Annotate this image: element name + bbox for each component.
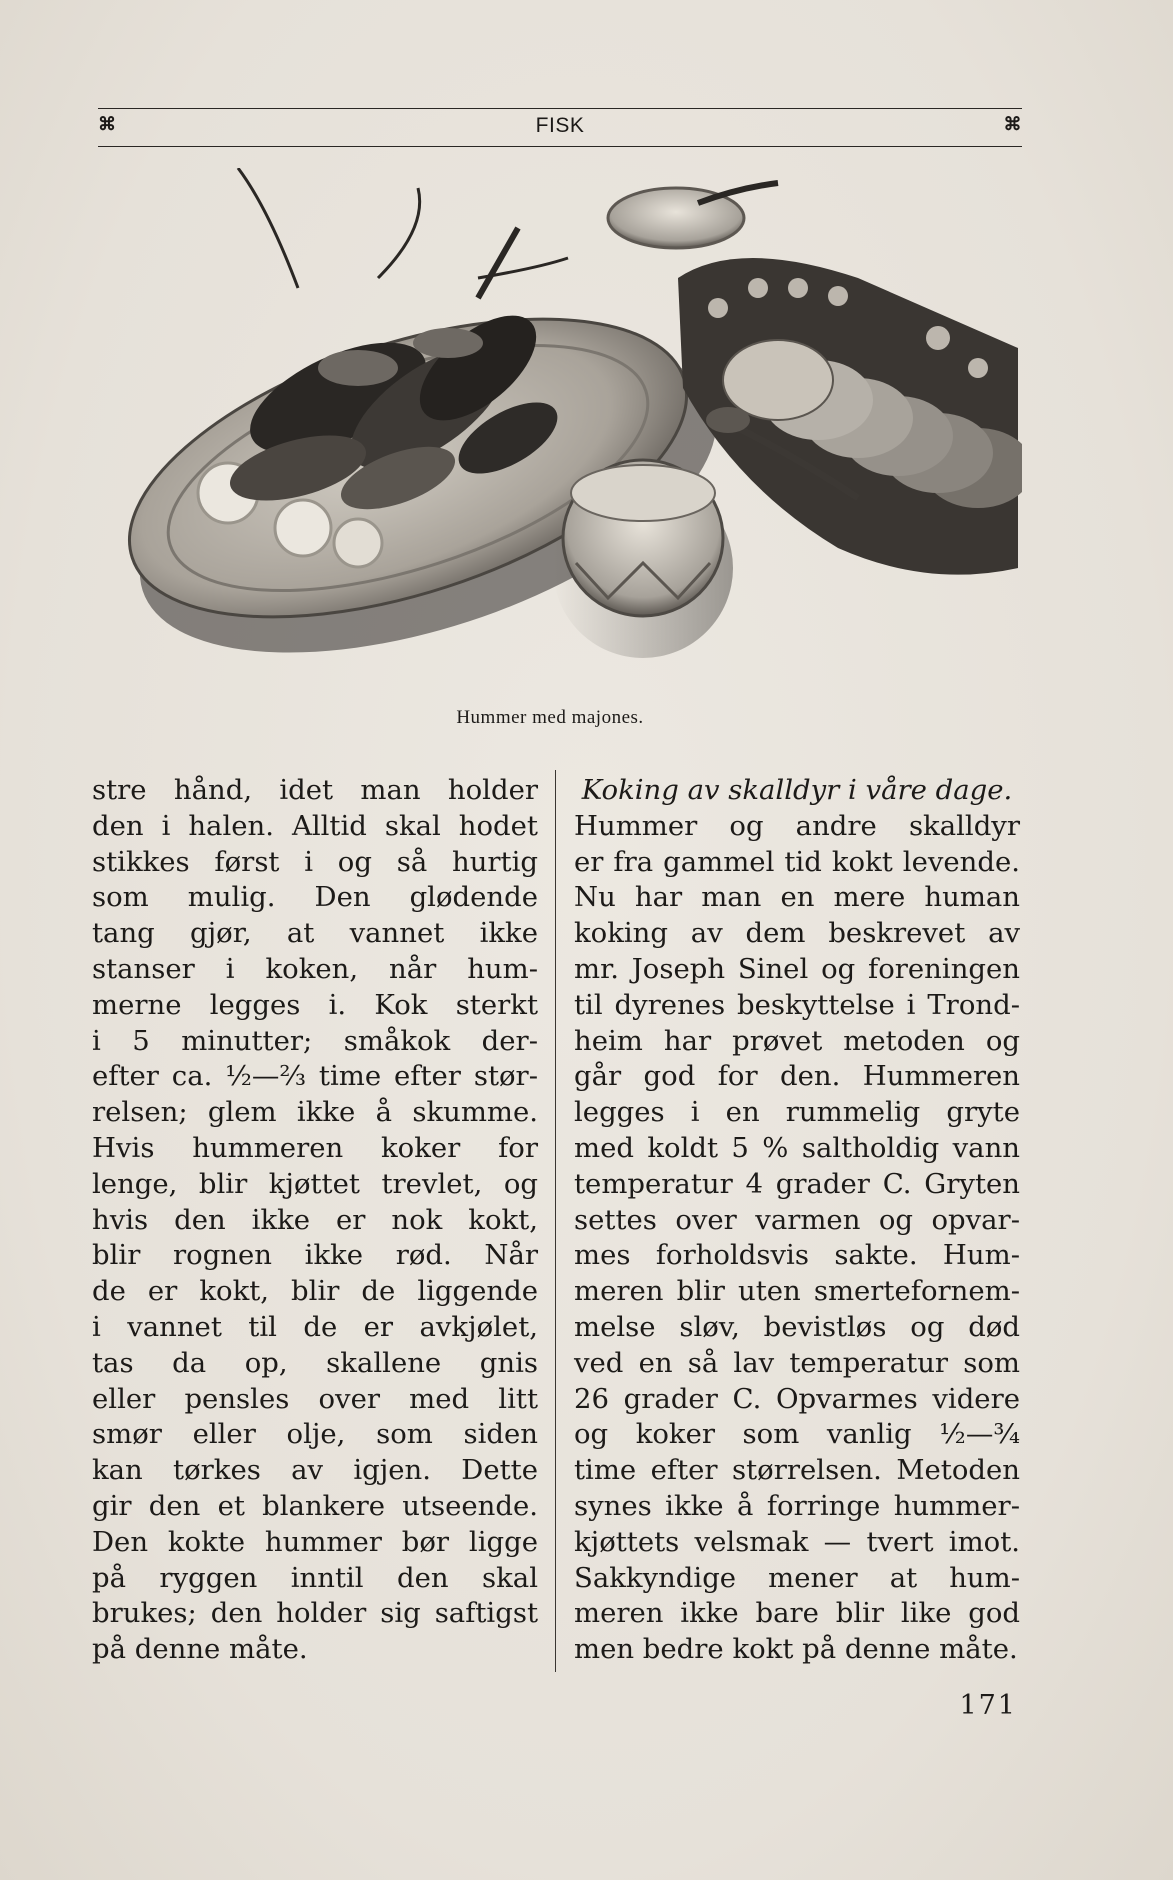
text-line: lenge, blir kjøttet trevlet, og bbox=[92, 1167, 538, 1200]
text-line: time efter størrelsen. Metoden bbox=[574, 1454, 1020, 1487]
running-header-title: FISK bbox=[535, 114, 585, 137]
text-line: koking av dem beskrevet av bbox=[574, 917, 1020, 950]
header-ornament-right: ⌘ bbox=[1003, 114, 1022, 134]
text-line: er fra gammel tid kokt levende. bbox=[574, 845, 1020, 878]
serving-spoon-bowl bbox=[706, 407, 750, 433]
text-line: efter ca. ½—⅔ time efter stør- bbox=[92, 1060, 538, 1093]
text-line: i 5 minutter; småkok der- bbox=[92, 1024, 538, 1057]
text-line: i vannet til de er avkjølet, bbox=[92, 1310, 538, 1343]
text-line: går god for den. Hummeren bbox=[574, 1060, 1020, 1093]
text-line: stikkes først i og så hurtig bbox=[92, 845, 538, 878]
text-line: kan tørkes av igjen. Dette bbox=[92, 1454, 538, 1487]
text-line: Sakkyndige mener at hum- bbox=[574, 1561, 1020, 1594]
text-line: relsen; glem ikke å skumme. bbox=[92, 1096, 538, 1129]
text-line: tang gjør, at vannet ikke bbox=[92, 917, 538, 950]
text-line: gir den et blankere utseende. bbox=[92, 1489, 538, 1522]
text-line: kjøttets velsmak — tvert imot. bbox=[574, 1525, 1020, 1558]
section-heading: Koking av skalldyr i våre dage. bbox=[581, 774, 1013, 806]
text-line: Nu har man en mere human bbox=[574, 881, 1020, 914]
text-line: merne legges i. Kok sterkt bbox=[92, 988, 538, 1021]
right-column-text bbox=[574, 773, 1020, 1668]
text-line: brukes; den holder sig saftigst bbox=[92, 1597, 538, 1630]
text-line: meren blir uten smertefornem- bbox=[574, 1275, 1020, 1308]
page-number: 171 bbox=[959, 1690, 1017, 1721]
text-line: den i halen. Alltid skal hodet bbox=[92, 809, 538, 842]
text-line: temperatur 4 grader C. Gryten bbox=[574, 1167, 1020, 1200]
text-line: Hummer og andre skalldyr bbox=[574, 809, 1020, 842]
text-line: meren ikke bare blir like god bbox=[574, 1597, 1020, 1630]
header-top-rule bbox=[98, 108, 1022, 109]
running-header bbox=[98, 112, 1022, 142]
text-line: mr. Joseph Sinel og foreningen bbox=[574, 952, 1020, 985]
text-line: stre hånd, idet man holder bbox=[92, 774, 538, 806]
text-line: melse sløv, bevistløs og død bbox=[574, 1310, 1020, 1343]
text-line: mes forholdsvis sakte. Hum- bbox=[574, 1239, 1020, 1272]
text-line: ved en så lav temperatur som bbox=[574, 1346, 1020, 1379]
text-line: synes ikke å forringe hummer- bbox=[574, 1489, 1020, 1522]
text-line: på ryggen inntil den skal bbox=[92, 1561, 538, 1594]
text-line: Den kokte hummer bør ligge bbox=[92, 1525, 538, 1558]
text-line: på denne måte. bbox=[92, 1633, 308, 1666]
text-line: til dyrenes beskyttelse i Trond- bbox=[574, 988, 1020, 1021]
text-line: 26 grader C. Opvarmes videre bbox=[574, 1382, 1020, 1415]
text-line: blir rognen ikke rød. Når bbox=[92, 1239, 538, 1272]
text-line: smør eller olje, som siden bbox=[92, 1418, 538, 1451]
lemon-slice bbox=[275, 500, 331, 556]
text-line: Hvis hummeren koker for bbox=[92, 1131, 538, 1164]
mayonnaise bbox=[571, 465, 715, 521]
lemon-slice bbox=[334, 519, 382, 567]
figure-caption: Hummer med majones. bbox=[456, 707, 644, 728]
text-line: heim har prøvet metoden og bbox=[574, 1024, 1020, 1057]
text-line: eller pensles over med litt bbox=[92, 1382, 538, 1415]
text-line: legges i en rummelig gryte bbox=[574, 1096, 1020, 1129]
text-line: med koldt 5 % saltholdig vann bbox=[574, 1131, 1020, 1164]
header-bottom-rule bbox=[98, 146, 1022, 147]
text-line: stanser i koken, når hum- bbox=[92, 952, 538, 985]
text-line: men bedre kokt på denne måte. bbox=[574, 1633, 1018, 1666]
text-line: tas da op, skallene gnis bbox=[92, 1346, 538, 1379]
text-line: som mulig. Den glødende bbox=[92, 881, 538, 914]
text-line: settes over varmen og opvar- bbox=[574, 1203, 1020, 1236]
column-divider bbox=[555, 770, 556, 1672]
text-line: de er kokt, blir de liggende bbox=[92, 1275, 538, 1308]
lobster-photograph bbox=[98, 168, 1022, 688]
text-line: hvis den ikke er nok kokt, bbox=[92, 1203, 538, 1236]
left-column-text bbox=[92, 773, 538, 1668]
header-ornament-left: ⌘ bbox=[98, 114, 117, 134]
text-line: og koker som vanlig ½—¾ bbox=[574, 1418, 1020, 1451]
